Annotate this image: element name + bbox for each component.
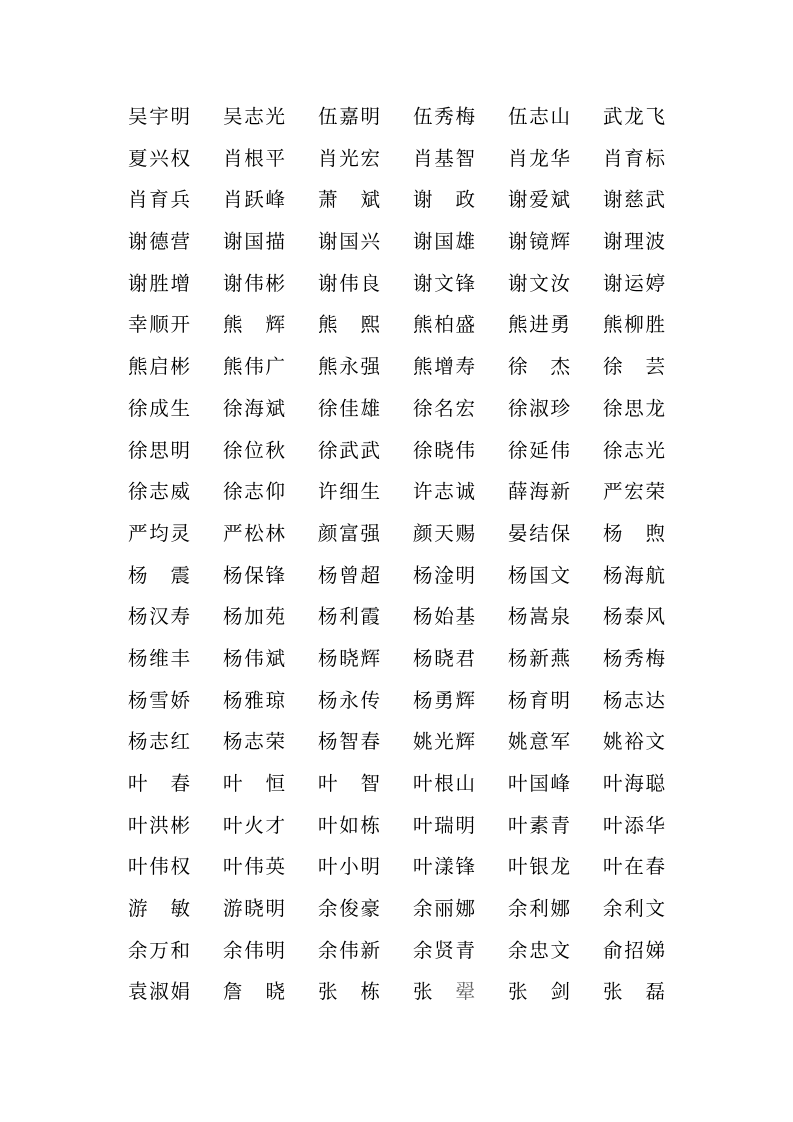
name-entry: 徐 成 生 <box>128 396 190 420</box>
name-entry: 余 伟 明 <box>223 938 285 962</box>
name-entry: 杨 泰 风 <box>603 605 665 629</box>
name-entry: 袁 淑 娟 <box>128 980 190 1004</box>
name-entry: 谢 慈 武 <box>603 188 665 212</box>
name-entry: 徐 芸 <box>603 355 665 379</box>
name-entry: 杨 震 <box>128 563 190 587</box>
name-entry: 杨 国 文 <box>508 563 570 587</box>
name-entry: 姚 裕 文 <box>603 730 665 754</box>
name-entry: 熊 柏 盛 <box>413 313 475 337</box>
name-entry: 杨 海 航 <box>603 563 665 587</box>
name-entry: 叶 素 青 <box>508 813 570 837</box>
name-entry: 薛 海 新 <box>508 480 570 504</box>
name-entry: 徐 志 光 <box>603 438 665 462</box>
name-entry: 姚 光 辉 <box>413 730 475 754</box>
name-entry: 杨 雪 娇 <box>128 688 190 712</box>
name-entry: 张 磊 <box>603 980 665 1004</box>
name-entry: 杨 晓 辉 <box>318 646 380 670</box>
name-entry: 严 均 灵 <box>128 521 190 545</box>
name-entry: 熊 柳 胜 <box>603 313 665 337</box>
name-entry: 杨 嵩 泉 <box>508 605 570 629</box>
name-entry: 杨 勇 辉 <box>413 688 475 712</box>
name-entry: 谢 德 营 <box>128 230 190 254</box>
name-entry: 叶 国 峰 <box>508 772 570 795</box>
name-entry: 谢 文 锋 <box>413 271 475 295</box>
name-entry: 余 贤 青 <box>413 938 475 962</box>
name-entry: 徐 海 斌 <box>223 396 285 420</box>
name-entry: 叶 根 山 <box>413 772 475 795</box>
name-entry: 吴 宇 明 <box>128 105 190 128</box>
name-entry: 熊 增 寿 <box>413 355 475 379</box>
name-entry: 张 栋 <box>318 980 380 1004</box>
name-entry: 谢 理 波 <box>603 230 665 254</box>
name-entry: 余 利 娜 <box>508 897 570 921</box>
name-entry: 谢 胜 增 <box>128 271 190 295</box>
name-entry: 杨 曾 超 <box>318 563 380 587</box>
name-entry: 谢 国 雄 <box>413 230 475 254</box>
name-entry: 严 松 林 <box>223 521 285 545</box>
name-entry: 叶 小 明 <box>318 855 380 879</box>
name-entry: 杨 志 荣 <box>223 730 285 754</box>
name-entry: 余 俊 豪 <box>318 897 380 921</box>
name-entry: 伍 志 山 <box>508 105 570 128</box>
name-entry: 杨 淦 明 <box>413 563 475 587</box>
name-entry: 叶 添 华 <box>603 813 665 837</box>
name-entry: 杨 秀 梅 <box>603 646 665 670</box>
name-entry: 杨 利 霞 <box>318 605 380 629</box>
name-entry: 张 翚 <box>413 980 475 1004</box>
name-entry: 熊 进 勇 <box>508 313 570 337</box>
name-entry: 肖 育 标 <box>603 146 665 170</box>
name-entry: 叶 伟 英 <box>223 855 285 879</box>
name-entry: 徐 志 仰 <box>223 480 285 504</box>
name-entry: 颜 富 强 <box>318 521 380 545</box>
name-entry: 叶 智 <box>318 772 380 795</box>
name-entry: 谢 运 婷 <box>603 271 665 295</box>
name-entry: 严 宏 荣 <box>603 480 665 504</box>
name-entry: 熊 启 彬 <box>128 355 190 379</box>
name-entry: 叶 如 栋 <box>318 813 380 837</box>
name-entry: 余 丽 娜 <box>413 897 475 921</box>
name-entry: 徐 杰 <box>508 355 570 379</box>
name-entry: 杨 煦 <box>603 521 665 545</box>
name-entry: 徐 武 武 <box>318 438 380 462</box>
name-entry: 叶 漾 锋 <box>413 855 475 879</box>
name-entry: 余 利 文 <box>603 897 665 921</box>
name-entry: 吴 志 光 <box>223 105 285 128</box>
name-entry: 萧 斌 <box>318 188 380 212</box>
name-entry: 熊 永 强 <box>318 355 380 379</box>
name-entry: 游 晓 明 <box>223 897 285 921</box>
name-entry: 夏 兴 权 <box>128 146 190 170</box>
name-entry: 肖 龙 华 <box>508 146 570 170</box>
name-entry: 叶 银 龙 <box>508 855 570 879</box>
name-entry: 谢 伟 彬 <box>223 271 285 295</box>
name-entry: 徐 淑 珍 <box>508 396 570 420</box>
name-entry: 徐 晓 伟 <box>413 438 475 462</box>
name-entry: 杨 志 达 <box>603 688 665 712</box>
name-entry: 熊 伟 广 <box>223 355 285 379</box>
name-entry: 谢 政 <box>413 188 475 212</box>
name-entry: 熊 熙 <box>318 313 380 337</box>
name-entry: 杨 保 锋 <box>223 563 285 587</box>
name-entry: 徐 思 龙 <box>603 396 665 420</box>
name-entry: 徐 佳 雄 <box>318 396 380 420</box>
name-entry: 叶 恒 <box>223 772 285 795</box>
name-entry: 幸 顺 开 <box>128 313 190 337</box>
name-entry: 徐 志 威 <box>128 480 190 504</box>
name-entry: 伍 嘉 明 <box>318 105 380 128</box>
name-entry: 余 万 和 <box>128 938 190 962</box>
name-entry: 谢 文 汝 <box>508 271 570 295</box>
name-entry: 叶 火 才 <box>223 813 285 837</box>
name-entry: 詹 晓 <box>223 980 285 1004</box>
name-entry: 余 伟 新 <box>318 938 380 962</box>
name-entry: 杨 永 传 <box>318 688 380 712</box>
name-entry: 肖 基 智 <box>413 146 475 170</box>
name-entry: 许 志 诚 <box>413 480 475 504</box>
name-entry: 谢 伟 良 <box>318 271 380 295</box>
name-entry: 谢 国 描 <box>223 230 285 254</box>
name-entry: 熊 辉 <box>223 313 285 337</box>
name-entry: 叶 在 春 <box>603 855 665 879</box>
name-entry: 杨 伟 斌 <box>223 646 285 670</box>
name-entry: 肖 跃 峰 <box>223 188 285 212</box>
name-entry: 杨 志 红 <box>128 730 190 754</box>
name-entry: 叶 瑞 明 <box>413 813 475 837</box>
name-entry: 杨 新 燕 <box>508 646 570 670</box>
name-entry: 张 剑 <box>508 980 570 1004</box>
name-entry: 徐 名 宏 <box>413 396 475 420</box>
name-entry: 徐 位 秋 <box>223 438 285 462</box>
name-entry: 徐 延 伟 <box>508 438 570 462</box>
name-entry: 杨 晓 君 <box>413 646 475 670</box>
name-entry: 杨 维 丰 <box>128 646 190 670</box>
name-entry: 谢 镜 辉 <box>508 230 570 254</box>
name-entry: 姚 意 军 <box>508 730 570 754</box>
name-entry: 杨 育 明 <box>508 688 570 712</box>
name-entry: 叶 春 <box>128 772 190 795</box>
name-entry: 杨 智 春 <box>318 730 380 754</box>
name-entry: 杨 雅 琼 <box>223 688 285 712</box>
name-entry: 游 敏 <box>128 897 190 921</box>
name-entry: 谢 国 兴 <box>318 230 380 254</box>
name-entry: 肖 根 平 <box>223 146 285 170</box>
name-entry: 武 龙 飞 <box>603 105 665 128</box>
name-entry: 叶 伟 权 <box>128 855 190 879</box>
name-entry: 杨 始 基 <box>413 605 475 629</box>
name-entry: 叶 洪 彬 <box>128 813 190 837</box>
name-entry: 杨 加 苑 <box>223 605 285 629</box>
name-entry: 杨 汉 寿 <box>128 605 190 629</box>
name-entry: 许 细 生 <box>318 480 380 504</box>
name-entry: 叶 海 聪 <box>603 772 665 795</box>
name-entry: 谢 爱 斌 <box>508 188 570 212</box>
name-entry: 俞 招 娣 <box>603 938 665 962</box>
name-entry: 肖 育 兵 <box>128 188 190 212</box>
name-list-grid <box>128 96 668 1013</box>
name-entry: 余 忠 文 <box>508 938 570 962</box>
name-entry: 徐 思 明 <box>128 438 190 462</box>
name-entry: 颜 天 赐 <box>413 521 475 545</box>
name-entry: 伍 秀 梅 <box>413 105 475 128</box>
name-entry: 肖 光 宏 <box>318 146 380 170</box>
name-entry: 晏 结 保 <box>508 521 570 545</box>
